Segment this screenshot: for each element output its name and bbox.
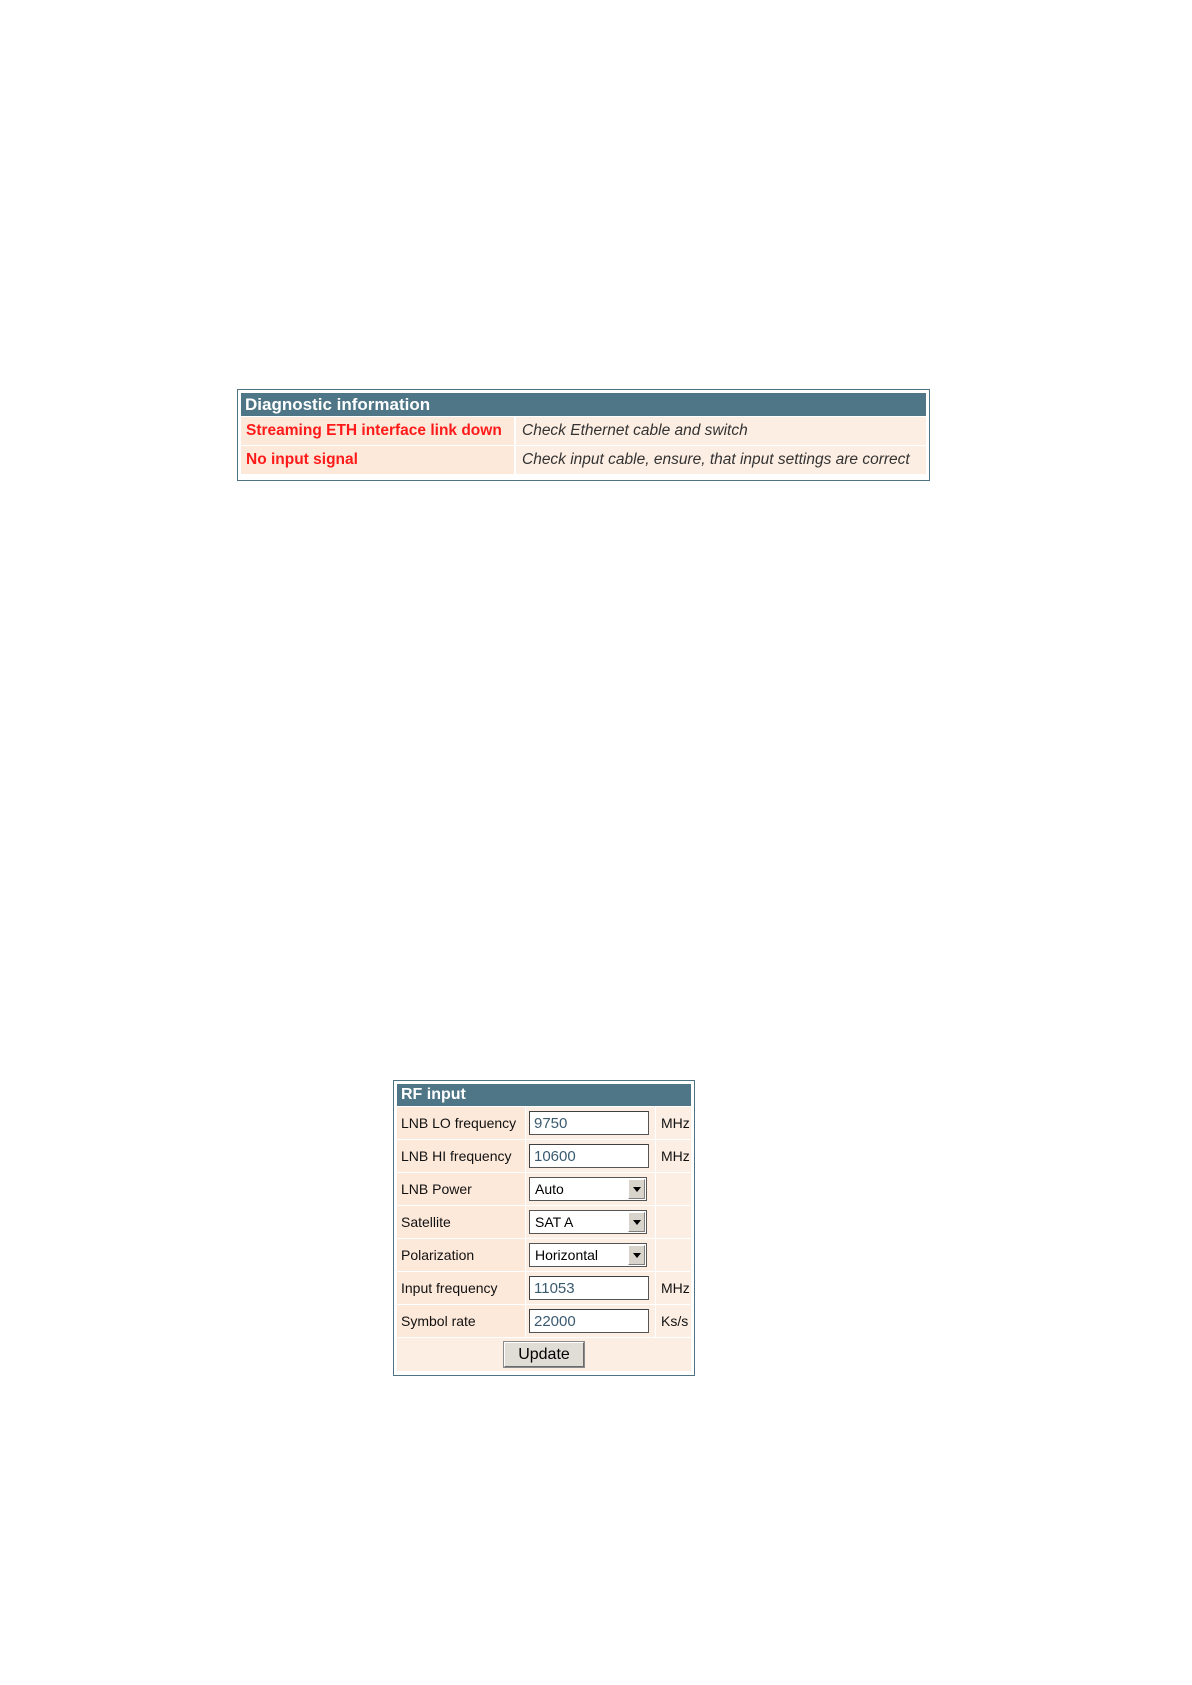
input-frequency-unit: MHz bbox=[656, 1272, 691, 1304]
lnb-lo-label: LNB LO frequency bbox=[397, 1107, 525, 1139]
polarization-label: Polarization bbox=[397, 1239, 525, 1271]
lnb-power-selected: Auto bbox=[535, 1181, 564, 1197]
diagnostic-hint: Check Ethernet cable and switch bbox=[516, 417, 926, 445]
symbol-rate-label: Symbol rate bbox=[397, 1305, 525, 1337]
rf-row-polarization bbox=[397, 1239, 691, 1271]
input-frequency-cell bbox=[526, 1272, 655, 1304]
symbol-rate-cell bbox=[526, 1305, 655, 1337]
rf-input-title: RF input bbox=[397, 1084, 691, 1106]
diagnostic-error: No input signal bbox=[241, 446, 514, 474]
polarization-select[interactable] bbox=[529, 1243, 647, 1267]
chevron-down-icon[interactable] bbox=[628, 1212, 645, 1232]
input-frequency-input[interactable] bbox=[529, 1276, 649, 1300]
lnb-power-select[interactable] bbox=[529, 1177, 647, 1201]
update-button[interactable]: Update bbox=[504, 1342, 584, 1367]
diagnostic-row bbox=[241, 417, 926, 445]
lnb-lo-cell bbox=[526, 1107, 655, 1139]
rf-input-footer bbox=[397, 1338, 691, 1371]
polarization-cell bbox=[526, 1239, 655, 1271]
satellite-label: Satellite bbox=[397, 1206, 525, 1238]
rf-row-symbol-rate bbox=[397, 1305, 691, 1337]
satellite-unit bbox=[656, 1206, 691, 1238]
rf-row-lnb-power bbox=[397, 1173, 691, 1205]
polarization-selected: Horizontal bbox=[535, 1247, 599, 1263]
satellite-selected: SAT A bbox=[535, 1214, 574, 1230]
symbol-rate-input[interactable] bbox=[529, 1309, 649, 1333]
diagnostic-error: Streaming ETH interface link down bbox=[241, 417, 514, 445]
polarization-unit bbox=[656, 1239, 691, 1271]
diagnostic-title: Diagnostic information bbox=[241, 393, 926, 416]
diagnostic-panel bbox=[237, 389, 930, 481]
symbol-rate-unit: Ks/s bbox=[656, 1305, 691, 1337]
rf-row-input-frequency bbox=[397, 1272, 691, 1304]
diagnostic-row bbox=[241, 446, 926, 474]
lnb-power-label: LNB Power bbox=[397, 1173, 525, 1205]
lnb-lo-unit: MHz bbox=[656, 1107, 691, 1139]
satellite-select[interactable] bbox=[529, 1210, 647, 1234]
satellite-cell bbox=[526, 1206, 655, 1238]
lnb-power-unit bbox=[656, 1173, 691, 1205]
chevron-down-icon[interactable] bbox=[628, 1245, 645, 1265]
chevron-down-icon[interactable] bbox=[628, 1179, 645, 1199]
rf-row-lnb-lo bbox=[397, 1107, 691, 1139]
lnb-power-cell bbox=[526, 1173, 655, 1205]
lnb-hi-label: LNB HI frequency bbox=[397, 1140, 525, 1172]
rf-input-panel bbox=[393, 1080, 695, 1376]
lnb-hi-input[interactable] bbox=[529, 1144, 649, 1168]
lnb-lo-input[interactable] bbox=[529, 1111, 649, 1135]
lnb-hi-cell bbox=[526, 1140, 655, 1172]
rf-row-lnb-hi bbox=[397, 1140, 691, 1172]
diagnostic-hint: Check input cable, ensure, that input settings are correct bbox=[516, 446, 926, 474]
input-frequency-label: Input frequency bbox=[397, 1272, 525, 1304]
lnb-hi-unit: MHz bbox=[656, 1140, 691, 1172]
rf-row-satellite bbox=[397, 1206, 691, 1238]
